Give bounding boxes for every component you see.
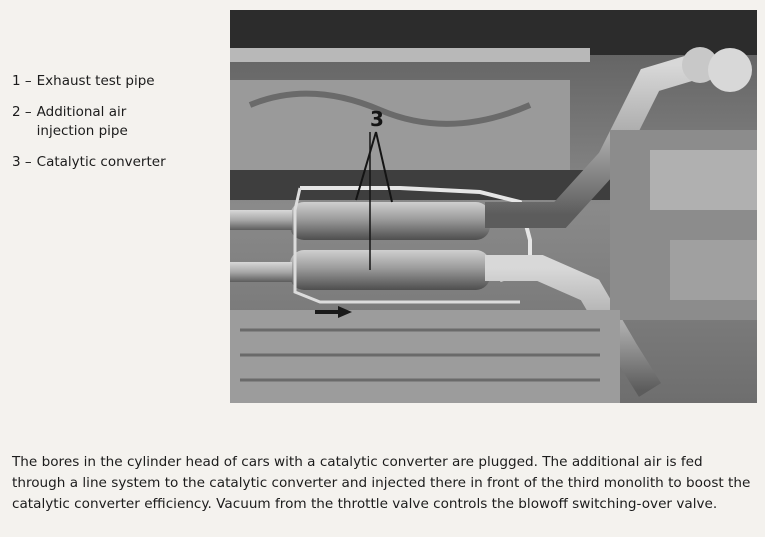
legend-number: 2 – [12, 104, 32, 120]
legend-label: Catalytic converter [36, 154, 166, 170]
legend-number: 1 – [12, 73, 32, 89]
upper-inlet-pipe [230, 210, 292, 230]
callout-label: 3 [370, 107, 384, 131]
engine-block-lower [670, 240, 757, 300]
legend-item-catalytic-converter [12, 153, 227, 172]
underbody-illustration [230, 10, 757, 403]
lower-inlet-pipe [230, 262, 292, 282]
legend-number: 3 – [12, 154, 32, 170]
lower-catalytic-converter [290, 250, 490, 290]
legend-item-additional-air-injection-pipe [12, 103, 227, 141]
upper-catalytic-converter [290, 202, 490, 240]
engine-block-upper [650, 150, 757, 210]
underbody-photo [230, 10, 757, 403]
legend-label: Exhaust test pipe [36, 73, 155, 89]
frame-rail [230, 48, 590, 62]
exhaust-flange-outer [708, 48, 752, 92]
caption-paragraph: The bores in the cylinder head of cars with a catalytic converter are plugged. The additional air is fed through a line system to the catalytic converter and injected there in front of the third monolith to boost the catalytic converter efficiency. Vacuum from the throttle valve controls the blowoff switching-over valve. [12, 454, 751, 512]
legend-item-exhaust-test-pipe [12, 72, 227, 91]
legend-label: Additional air injection pipe [36, 104, 128, 139]
legend [12, 72, 227, 184]
